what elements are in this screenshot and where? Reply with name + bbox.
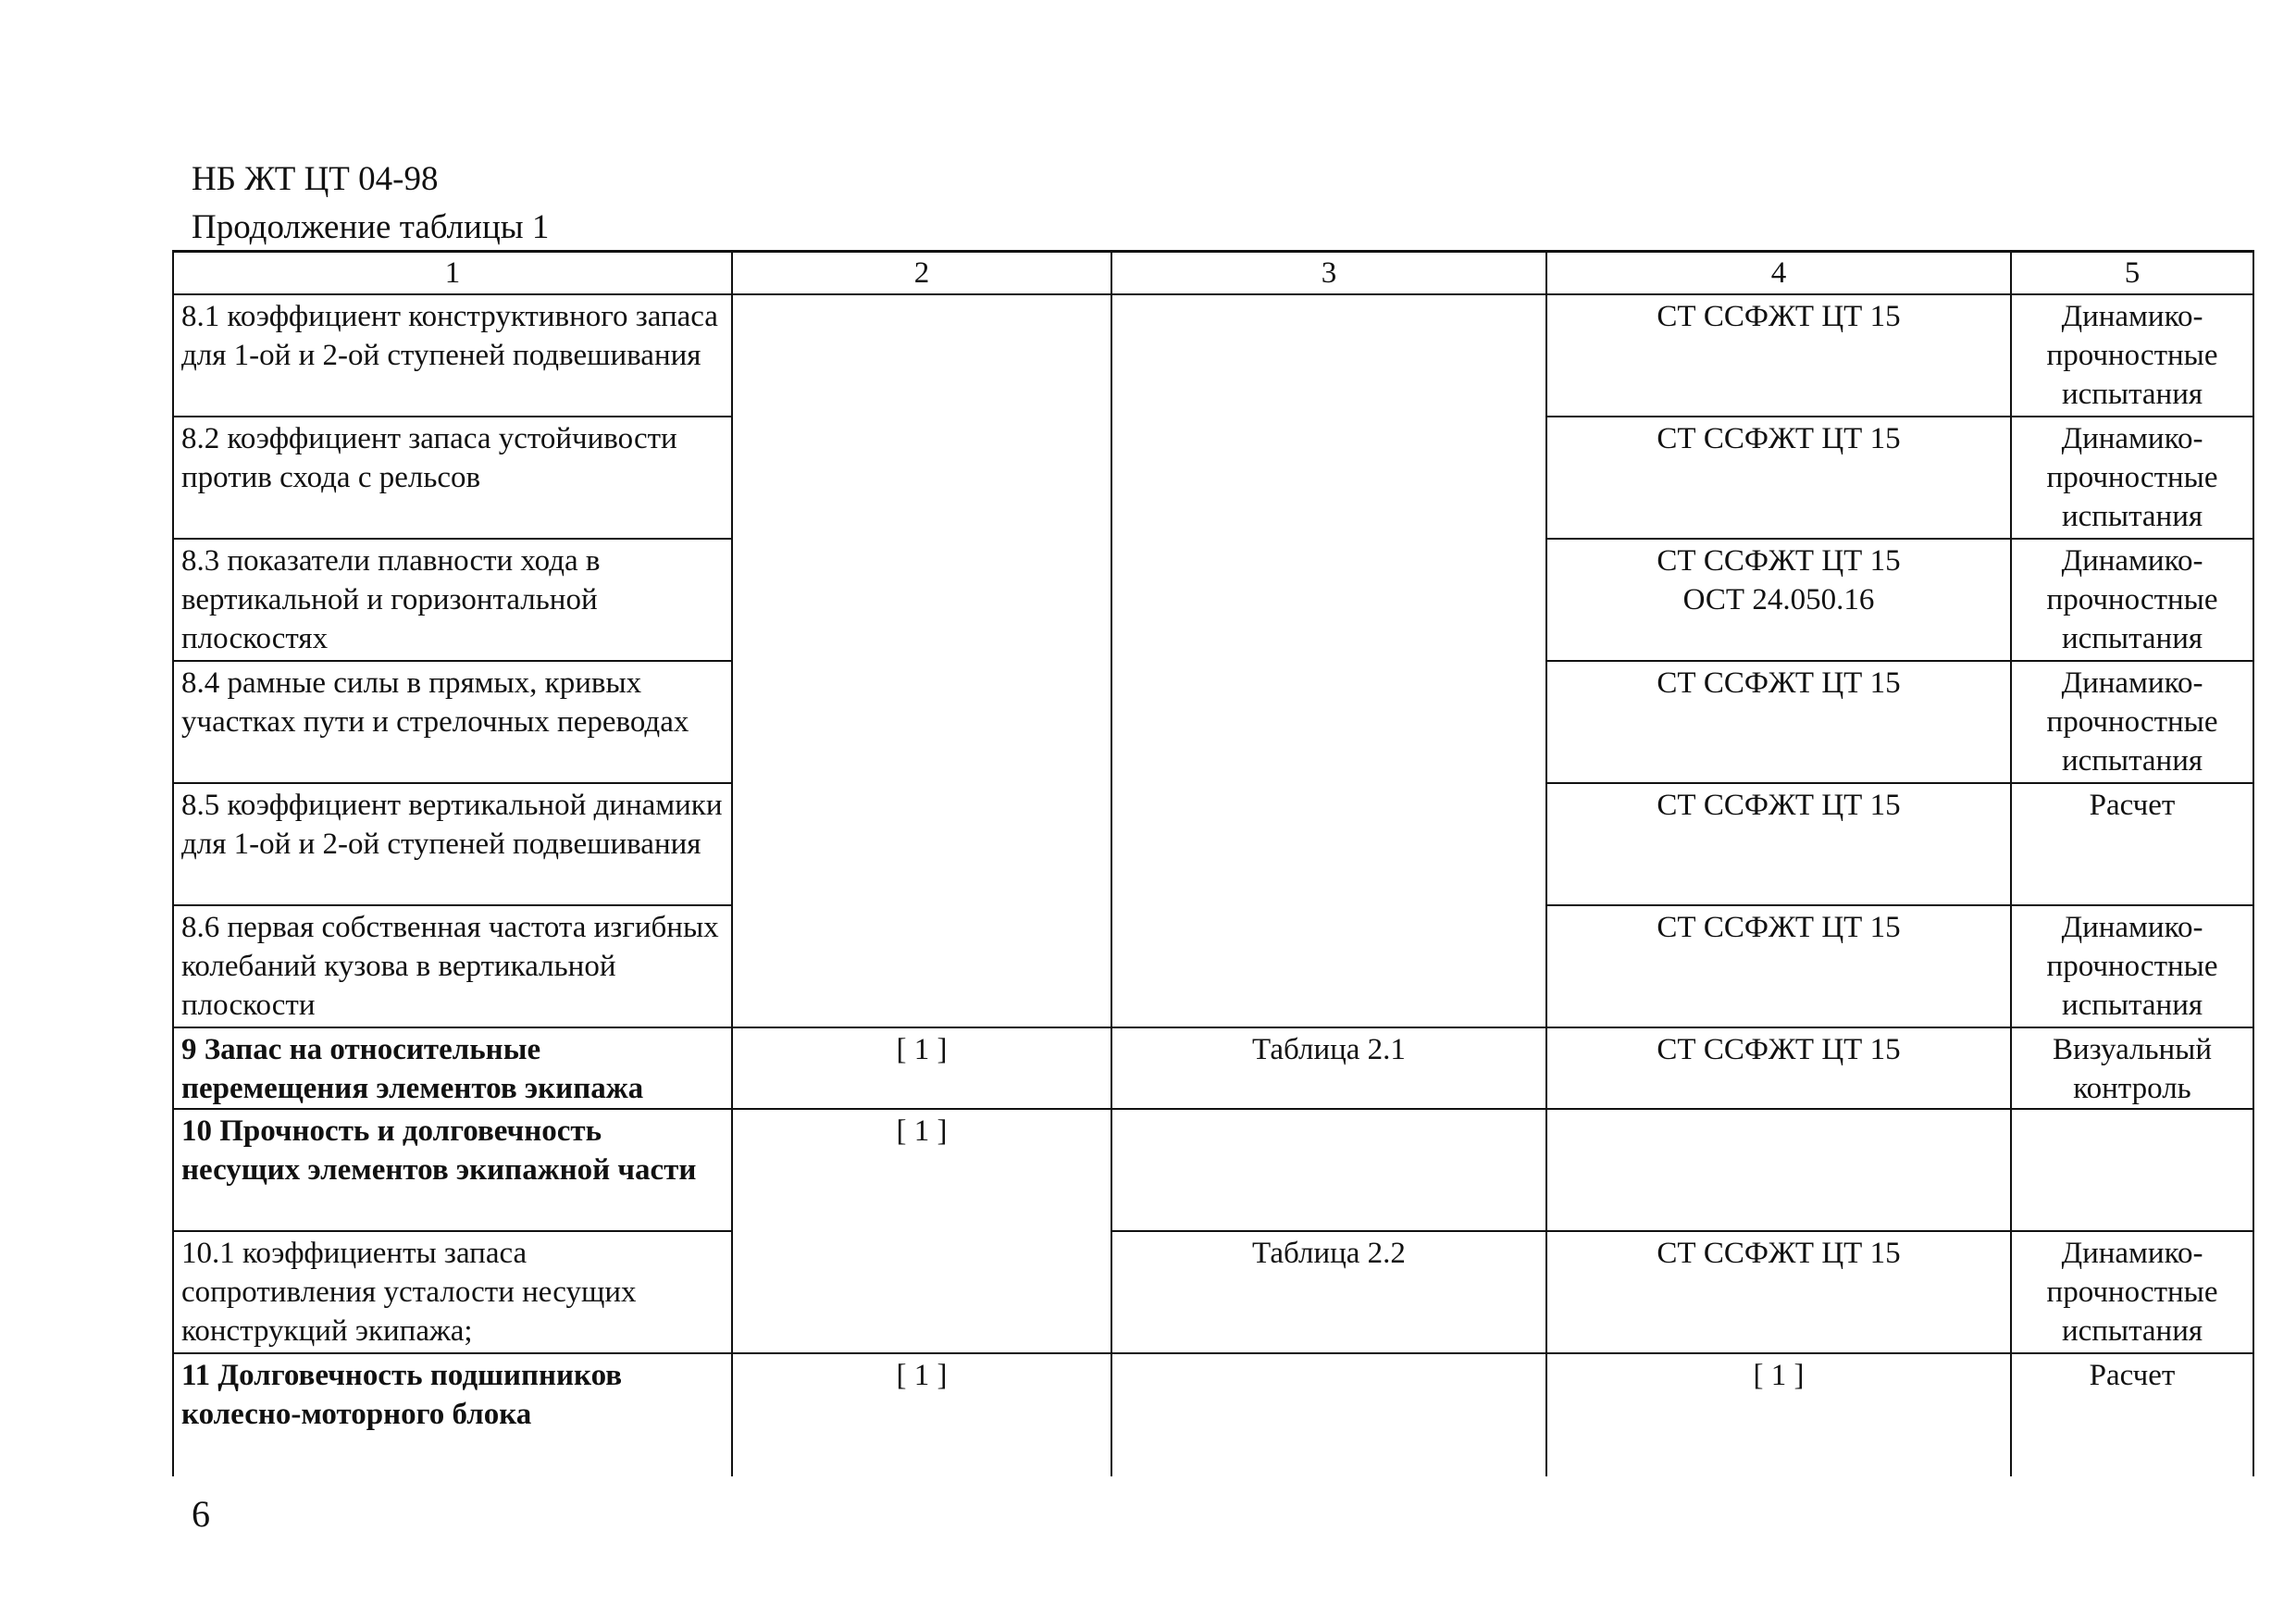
empty-cell bbox=[1111, 1353, 1546, 1476]
parameter-cell: 11 Долговечность подшипников колесно-моторного блока bbox=[173, 1353, 732, 1476]
standard-cell: СТ ССФЖТ ЦТ 15 bbox=[1546, 1231, 2011, 1353]
parameter-cell: 8.2 коэффициент запаса устойчивости против схода с рельсов bbox=[173, 417, 732, 539]
standard-line: ОСТ 24.050.16 bbox=[1682, 583, 1875, 616]
method-cell: Динамико-прочностные испытания bbox=[2011, 539, 2253, 661]
standard-cell: СТ ССФЖТ ЦТ 15 bbox=[1546, 905, 2011, 1027]
column-number: 4 bbox=[1546, 252, 2011, 295]
page-number: 6 bbox=[192, 1493, 210, 1535]
table-row bbox=[173, 1353, 2253, 1476]
reference-cell: [ 1 ] bbox=[732, 1027, 1111, 1109]
table-row bbox=[173, 1231, 2253, 1353]
method-cell: Динамико-прочностные испытания bbox=[2011, 294, 2253, 417]
method-cell: Динамико-прочностные испытания bbox=[2011, 661, 2253, 783]
column-number: 1 bbox=[173, 252, 732, 295]
parameter-cell: 8.5 коэффициент вертикальной динамики для 1-ой и 2-ой ступеней подвешивания bbox=[173, 783, 732, 905]
norm-cell: Таблица 2.1 bbox=[1111, 1027, 1546, 1109]
empty-cell bbox=[732, 294, 1111, 1027]
empty-cell bbox=[1546, 1109, 2011, 1231]
column-number: 3 bbox=[1111, 252, 1546, 295]
parameter-cell: 8.3 показатели плавности хода в вертикальной и горизонтальной плоскостях bbox=[173, 539, 732, 661]
norm-cell: Таблица 2.2 bbox=[1111, 1231, 1546, 1353]
parameter-cell: 9 Запас на относительные перемещения элементов экипажа bbox=[173, 1027, 732, 1109]
reference-cell: [ 1 ] bbox=[732, 1109, 1111, 1353]
column-number-row bbox=[173, 252, 2253, 295]
table-row bbox=[173, 1109, 2253, 1231]
column-number: 5 bbox=[2011, 252, 2253, 295]
standard-cell: СТ ССФЖТ ЦТ 15 bbox=[1546, 783, 2011, 905]
parameter-cell: 10 Прочность и долговечность несущих элементов экипажной части bbox=[173, 1109, 732, 1231]
method-cell: Расчет bbox=[2011, 783, 2253, 905]
parameter-cell: 8.6 первая собственная частота изгибных колебаний кузова в вертикальной плоскости bbox=[173, 905, 732, 1027]
column-number: 2 bbox=[732, 252, 1111, 295]
table-row bbox=[173, 294, 2253, 417]
requirements-table bbox=[172, 250, 2254, 1476]
method-cell: Динамико-прочностные испытания bbox=[2011, 1231, 2253, 1353]
table-row bbox=[173, 1027, 2253, 1109]
reference-cell: [ 1 ] bbox=[732, 1353, 1111, 1476]
table-caption: Продолжение таблицы 1 bbox=[192, 208, 550, 246]
standard-cell: [ 1 ] bbox=[1546, 1353, 2011, 1476]
page-header bbox=[192, 156, 549, 252]
empty-cell bbox=[2011, 1109, 2253, 1231]
standard-line: СТ ССФЖТ ЦТ 15 bbox=[1657, 544, 1901, 578]
document-code: НБ ЖТ ЦТ 04-98 bbox=[192, 160, 439, 198]
standard-cell: СТ ССФЖТ ЦТ 15 bbox=[1546, 294, 2011, 417]
method-cell: Расчет bbox=[2011, 1353, 2253, 1476]
method-cell: Визуальный контроль bbox=[2011, 1027, 2253, 1109]
empty-cell bbox=[1111, 1109, 1546, 1231]
parameter-cell: 8.1 коэффициент конструктивного запаса для 1-ой и 2-ой ступеней подвешивания bbox=[173, 294, 732, 417]
empty-cell bbox=[1111, 294, 1546, 1027]
standard-cell bbox=[1546, 539, 2011, 661]
parameter-cell: 8.4 рамные силы в прямых, кривых участках пути и стрелочных переводах bbox=[173, 661, 732, 783]
parameter-cell: 10.1 коэффициенты запаса сопротивления усталости несущих конструкций экипажа; bbox=[173, 1231, 732, 1353]
method-cell: Динамико-прочностные испытания bbox=[2011, 905, 2253, 1027]
method-cell: Динамико-прочностные испытания bbox=[2011, 417, 2253, 539]
standard-cell: СТ ССФЖТ ЦТ 15 bbox=[1546, 1027, 2011, 1109]
standard-cell: СТ ССФЖТ ЦТ 15 bbox=[1546, 417, 2011, 539]
standard-cell: СТ ССФЖТ ЦТ 15 bbox=[1546, 661, 2011, 783]
